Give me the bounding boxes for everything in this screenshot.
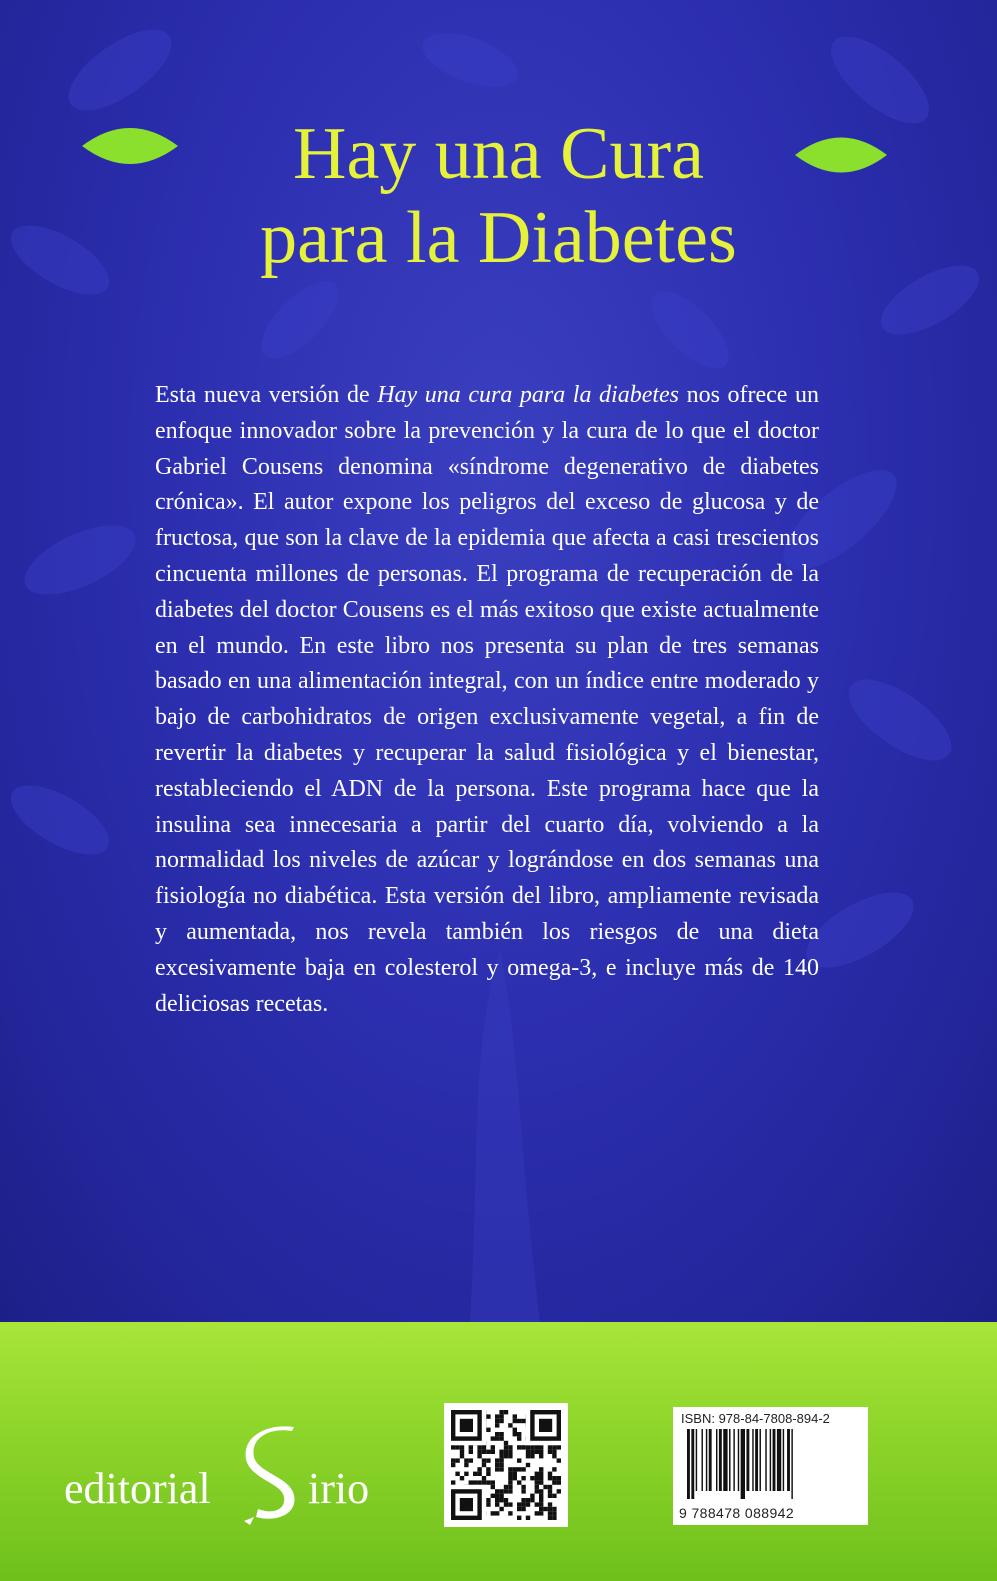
title-line-2: para la Diabetes: [260, 197, 737, 279]
blurb-body: nos ofrece un enfoque innovador sobre la prevención y la cura de lo que el doctor Gabriel Cousens denomina «síndrome degenerativo de diabetes crónica». El autor expone los peligros del exceso de glucosa y de fructosa, que son la clave de la epidemia que afecta a casi trescientos cincuenta millones de personas. El programa de recuperación de la diabetes del doctor Cousens es el más exitoso que existe actualmente en el mundo. En este libro nos presenta su plan de tres semanas basado en una alimentación integral, con un índice entre moderado y bajo de carbohidratos de origen exclusivamente vegetal, a fin de revertir la diabetes y recuperar la salud fisiológica y el bienestar, restableciendo el ADN de la persona. Este programa hace que la insulina sea innecesaria a partir del cuarto día, volviendo a la normalidad los niveles de azúcar y lográndose en dos semanas una fisiología no diabética. Esta versión del libro, ampliamente revisada y aumentada, nos revela también los riesgos de una dieta excesivamente baja en colesterol y omega-3, e incluye más de 140 deliciosas recetas.: [155, 382, 820, 1017]
title-line-1: Hay una Cura: [293, 113, 704, 195]
qr-code-icon: [444, 1403, 568, 1527]
barcode-bars: [683, 1429, 858, 1499]
qr-code-pattern: [444, 1403, 568, 1527]
isbn-label: ISBN: 978-84-7808-894-2: [681, 1411, 830, 1426]
book-title: [150, 112, 847, 280]
sirio-s-logo-icon: [240, 1425, 310, 1525]
blurb-paragraph: [155, 378, 819, 1022]
barcode-digits: 9 788478 088942: [679, 1505, 794, 1521]
back-cover-blurb: [155, 378, 819, 1022]
blurb-intro: Esta nueva versión de: [155, 382, 378, 408]
publisher-name-right: irio: [308, 1464, 370, 1513]
isbn-barcode: [673, 1407, 868, 1525]
publisher-name-left: editorial: [64, 1464, 211, 1513]
publisher-logo: [64, 1425, 394, 1525]
blurb-book-title: Hay una cura para la diabetes: [377, 382, 680, 408]
